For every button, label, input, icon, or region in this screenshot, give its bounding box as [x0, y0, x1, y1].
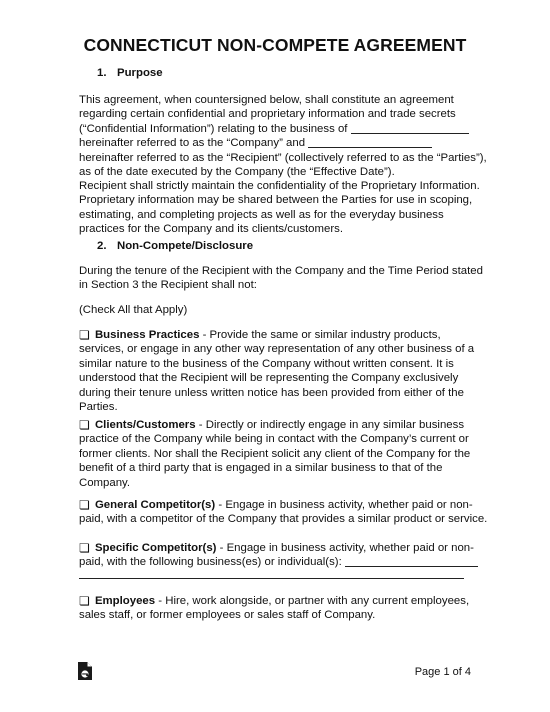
clients-customers-line: Company. [79, 476, 131, 489]
document-logo-icon [77, 661, 93, 681]
option-employees-first-line [79, 594, 479, 608]
specific-competitors-label: Specific Competitor(s) [94, 542, 217, 554]
purpose-line-5: hereinafter referred to as the “Recipient” (collectively referred to as the “Parties”), [79, 151, 487, 164]
confidentiality-line-4: practices for the Company and its clients/customers. [79, 223, 343, 236]
purpose-line-1: This agreement, when countersigned below, shall constitute an agreement [79, 94, 454, 106]
purpose-line-3-text: (“Confidential Information”) relating to the business of [79, 122, 348, 135]
option-employees [79, 594, 479, 623]
purpose-line-3 [79, 122, 479, 136]
company-name-blank[interactable] [351, 122, 469, 134]
business-practices-line: similar nature to the business of the Company without written consent. It is [79, 357, 454, 370]
option-general-competitors [79, 498, 488, 527]
document-title: CONNECTICUT NON-COMPETE AGREEMENT [83, 35, 467, 55]
section-1-number: 1. [97, 67, 107, 79]
general-competitors-text-1: - Engage in business activity, whether paid or non- [215, 499, 473, 511]
option-clients-customers-first-line [79, 418, 479, 432]
clients-customers-label: Clients/Customers [94, 419, 196, 431]
tenure-line-2: in Section 3 the Recipient shall not: [79, 279, 257, 292]
employees-line: sales staff, or former employees or sales staff of Company. [79, 609, 376, 622]
confidentiality-paragraph [79, 179, 479, 237]
specific-competitors-line-text: paid, with the following business(es) or individual(s): [79, 556, 342, 569]
purpose-line-4-text: hereinafter referred to as the “Company” and [79, 137, 306, 150]
checkbox-clients-customers[interactable]: ❏ [79, 418, 90, 432]
section-2-number: 2. [97, 240, 107, 252]
employees-label: Employees [94, 595, 156, 607]
business-practices-text-1: - Provide the same or similar industry products, [199, 329, 441, 341]
section-2-title: Non-Compete/Disclosure [117, 240, 254, 252]
confidentiality-line-1: Recipient shall strictly maintain the confidentiality of the Proprietary Information. [79, 180, 480, 192]
confidentiality-line-2: Proprietary information may be shared between the Parties for use in scoping, [79, 194, 473, 207]
section-1-heading [97, 67, 163, 79]
purpose-line-4 [79, 136, 479, 150]
checkbox-employees[interactable]: ❏ [79, 594, 90, 608]
purpose-line-2: regarding certain confidential and proprietary information and trade secrets [79, 108, 456, 121]
confidentiality-line-3: estimating, and completing projects as well as for the everyday business [79, 208, 444, 221]
purpose-paragraph [79, 93, 487, 179]
clients-customers-text-1: - Directly or indirectly engage in any similar business [195, 419, 465, 431]
checkbox-specific-competitors[interactable]: ❏ [79, 541, 90, 555]
business-practices-line: during their tenure unless written notice has been provided from either of the [79, 386, 464, 399]
page-number: Page 1 of 4 [414, 666, 471, 678]
option-clients-customers [79, 418, 479, 490]
business-practices-line: Parties. [79, 401, 118, 414]
clients-customers-line: former clients. Nor shall the Recipient solicit any client of the Company for the [79, 447, 471, 460]
check-all-instruction: (Check All that Apply) [79, 304, 188, 316]
business-practices-label: Business Practices [94, 329, 200, 341]
business-practices-line: understood that the Recipient will be representing the Company exclusively [79, 372, 459, 385]
business-practices-line: services, or engage in any other way representation of any other business of a [79, 343, 475, 356]
tenure-line-1: During the tenure of the Recipient with the Company and the Time Period stated [79, 265, 483, 277]
tenure-paragraph [79, 264, 483, 293]
section-2-heading [97, 240, 253, 252]
purpose-line-6: as of the date executed by the Company (the “Effective Date”). [79, 166, 395, 179]
general-competitors-label: General Competitor(s) [94, 499, 216, 511]
general-competitors-line: paid, with a competitor of the Company that provides a similar product or service. [79, 513, 488, 526]
option-business-practices [79, 328, 479, 414]
recipient-name-blank[interactable] [308, 136, 432, 148]
specific-competitors-extra-line[interactable] [79, 578, 464, 579]
clients-customers-line: practice of the Company while being in contact with the Company’s current or [79, 433, 469, 446]
employees-text-1: - Hire, work alongside, or partner with any current employees, [155, 595, 470, 607]
specific-competitors-line [79, 555, 479, 569]
section-1-title: Purpose [117, 67, 163, 79]
checkbox-business-practices[interactable]: ❏ [79, 328, 90, 342]
option-specific-competitors-first-line [79, 541, 479, 555]
option-general-competitors-first-line [79, 498, 479, 512]
specific-competitors-text-1: - Engage in business activity, whether paid or non- [216, 542, 474, 554]
option-business-practices-first-line [79, 328, 479, 342]
clients-customers-line: benefit of a third party that is engaged in a similar business to that of the [79, 462, 443, 475]
checkbox-general-competitors[interactable]: ❏ [79, 498, 90, 512]
option-specific-competitors [79, 541, 479, 570]
specific-competitors-blank[interactable] [345, 555, 478, 567]
